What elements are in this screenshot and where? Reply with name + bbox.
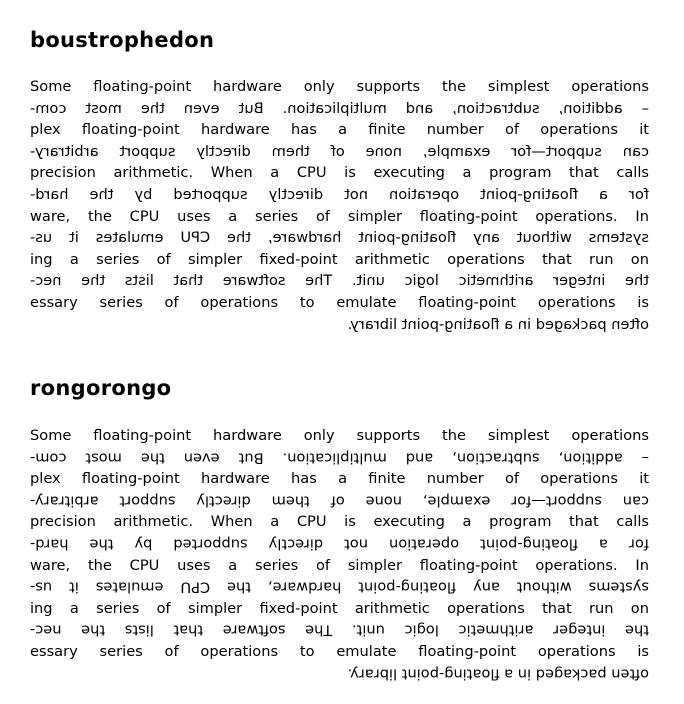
- text-line-mirrored: often packaged in a floating-point library.: [347, 315, 649, 333]
- text-line-mirrored: – addition, subtraction, and multiplication. But even the most com-: [30, 99, 649, 117]
- text-line-rotated: systems without any floating-point hardware, the CPU emulates it us-: [30, 578, 649, 596]
- text-line-rotated: often packaged in a floating-point library.: [347, 665, 649, 683]
- text-line: plex floating-point hardware has a finite number of operations it: [30, 470, 649, 488]
- section-title-rongorongo: rongorongo: [30, 376, 172, 400]
- paragraph-rongorongo: [30, 425, 649, 684]
- text-line: Some floating-point hardware only supports the simplest operations: [30, 78, 649, 95]
- text-line-mirrored: the integer arithmetic logic unit. The software that lists the nec-: [30, 272, 649, 290]
- text-line-mirrored: can support—for example, none of them directly support arbitrary-: [30, 142, 649, 160]
- text-line: ing a series of simpler fixed-point arithmetic operations that run on: [30, 599, 649, 617]
- text-line: ware, the CPU uses a series of simpler floating-point operations. In: [30, 556, 649, 574]
- text-line: Some floating-point hardware only supports the simplest operations: [30, 427, 649, 444]
- text-line: plex floating-point hardware has a finite number of operations it: [30, 121, 649, 139]
- text-line-mirrored: systems without any floating-point hardware, the CPU emulates it us-: [30, 229, 649, 247]
- text-line: ing a series of simpler fixed-point arithmetic operations that run on: [30, 250, 649, 268]
- text-line-rotated: for a floating-point operation not directly supported by the hard-: [30, 535, 649, 553]
- text-line-rotated: can support—for example, none of them directly support arbitrary-: [30, 492, 649, 510]
- text-line-rotated: – addition, subtraction, and multiplication. But even the most com-: [30, 449, 649, 467]
- text-line-mirrored: for a floating-point operation not directly supported by the hard-: [30, 185, 649, 203]
- section-title-boustrophedon: boustrophedon: [30, 28, 215, 52]
- text-line: precision arithmetic. When a CPU is executing a program that calls: [30, 513, 649, 531]
- text-line: ware, the CPU uses a series of simpler floating-point operations. In: [30, 207, 649, 225]
- text-line: precision arithmetic. When a CPU is executing a program that calls: [30, 164, 649, 182]
- text-line-rotated: the integer arithmetic logic unit. The software that lists the nec-: [30, 621, 649, 639]
- text-line: essary series of operations to emulate floating-point operations is: [30, 642, 649, 660]
- text-line: essary series of operations to emulate floating-point operations is: [30, 293, 649, 311]
- paragraph-boustrophedon: [30, 76, 649, 335]
